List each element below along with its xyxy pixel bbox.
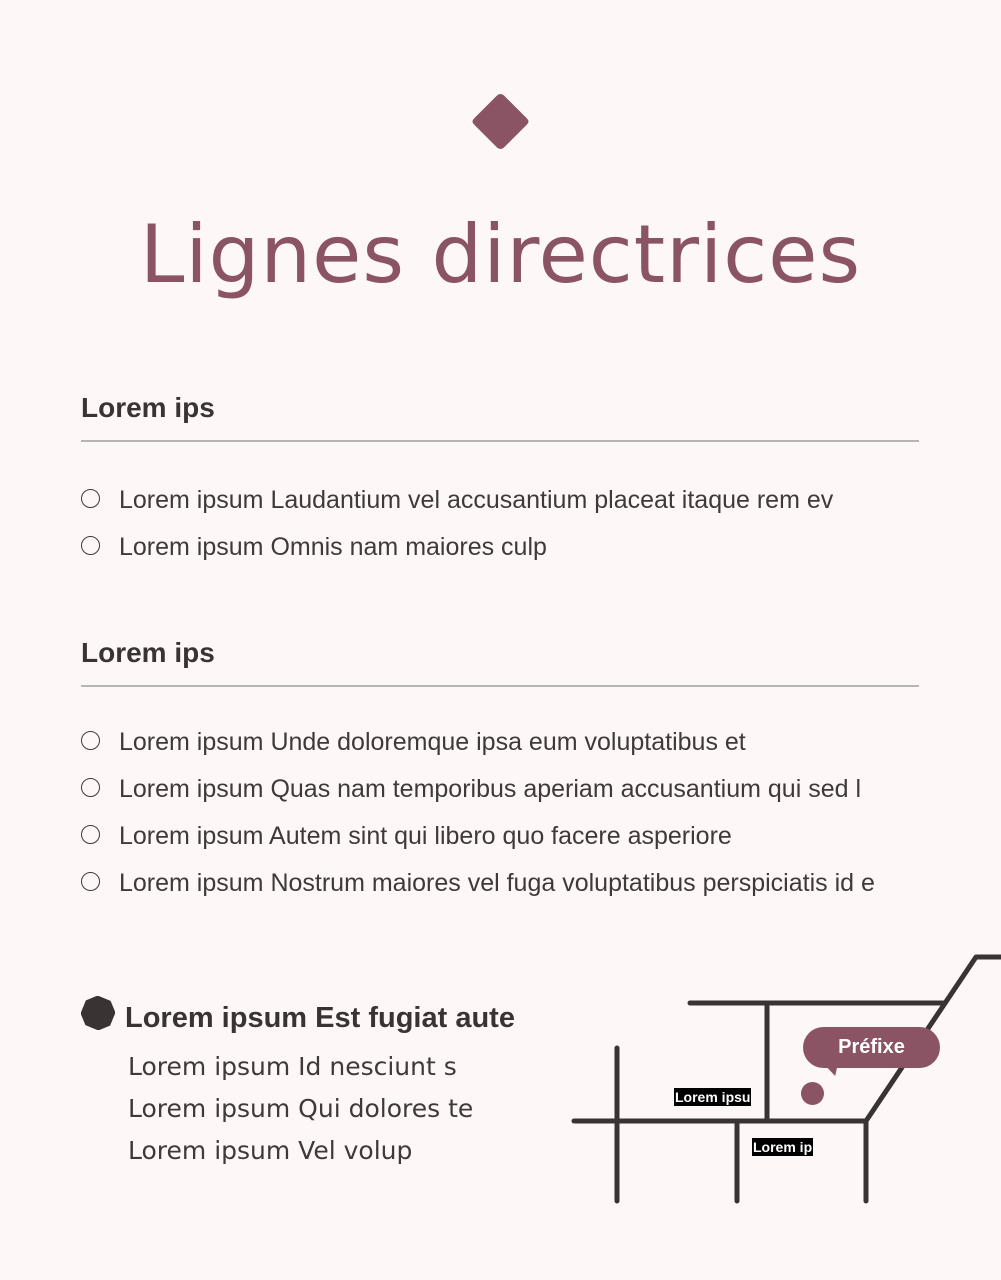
list-item-text: Lorem ipsum Omnis nam maiores culp [119, 533, 547, 561]
feature-line: Lorem ipsum Vel volup [128, 1136, 413, 1165]
feature-line: Lorem ipsum Id nesciunt s [128, 1052, 457, 1081]
list-item-text: Lorem ipsum Autem sint qui libero quo facere asperiore [119, 822, 732, 850]
section-2 [81, 636, 919, 687]
street-map [570, 950, 1001, 1210]
map-label: Lorem ip [753, 1139, 813, 1155]
octagon-icon [81, 996, 115, 1030]
circle-bullet-icon [81, 536, 100, 555]
list-item-text: Lorem ipsum Laudantium vel accusantium placeat itaque rem ev [119, 486, 834, 514]
feature-line: Lorem ipsum Qui dolores te [128, 1094, 474, 1123]
section-2-list [81, 727, 941, 915]
section-1 [81, 391, 919, 442]
map-label: Lorem ipsu [675, 1089, 751, 1105]
feature-heading: Lorem ipsum Est fugiat aute [125, 1002, 515, 1034]
circle-bullet-icon [81, 778, 100, 797]
page-title: Lignes directrices [139, 208, 862, 301]
circle-bullet-icon [81, 731, 100, 750]
list-item-text: Lorem ipsum Unde doloremque ipsa eum voluptatibus et [119, 728, 746, 756]
section-1-list [81, 485, 941, 579]
location-dot-icon [801, 1082, 824, 1105]
list-item [81, 485, 941, 532]
section-divider [81, 685, 919, 687]
list-item [81, 821, 941, 868]
circle-bullet-icon [81, 872, 100, 891]
diamond-icon [471, 92, 530, 151]
list-item [81, 774, 941, 821]
section-heading: Lorem ips [81, 392, 215, 423]
list-item [81, 532, 941, 579]
circle-bullet-icon [81, 825, 100, 844]
circle-bullet-icon [81, 489, 100, 508]
section-divider [81, 440, 919, 442]
map-callout: Préfixe [803, 1027, 940, 1068]
list-item-text: Lorem ipsum Quas nam temporibus aperiam accusantium qui sed l [119, 775, 862, 803]
list-item [81, 868, 941, 915]
list-item [81, 727, 941, 774]
section-heading: Lorem ips [81, 637, 215, 668]
list-item-text: Lorem ipsum Nostrum maiores vel fuga voluptatibus perspiciatis id e [119, 869, 875, 897]
feature-lines [128, 1046, 473, 1172]
